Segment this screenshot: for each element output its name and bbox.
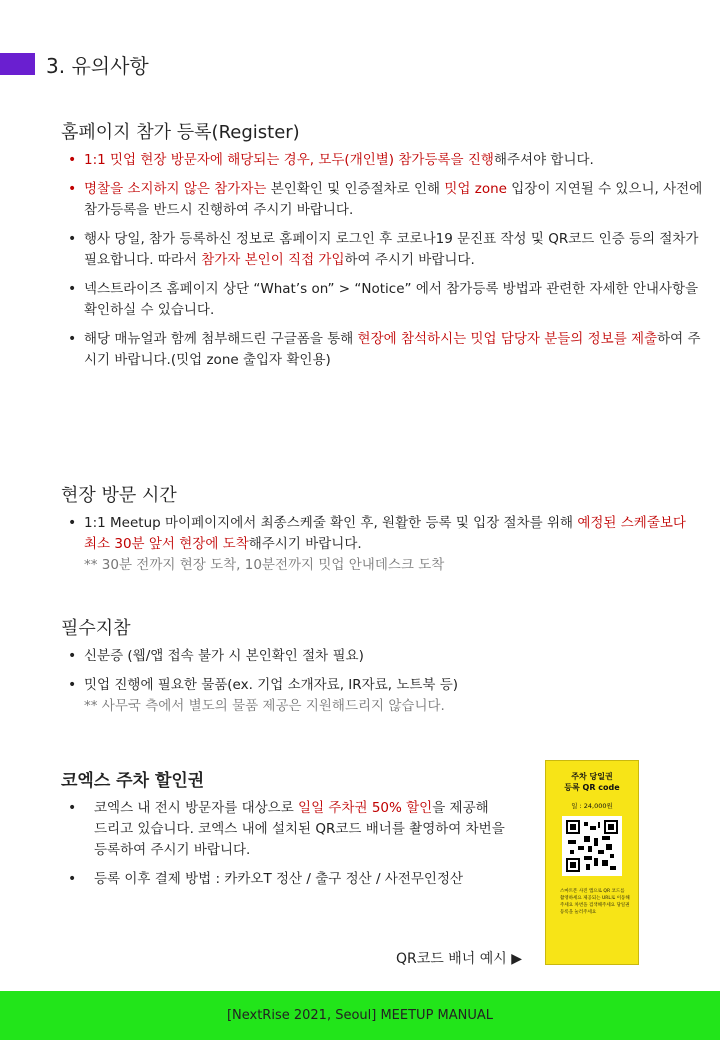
footer-text: [NextRise 2021, Seoul] MEETUP MANUAL xyxy=(226,1008,494,1023)
visit-note: ** 30분 전까지 현장 도착, 10분전까지 밋업 안내데스크 도착 xyxy=(84,557,445,573)
page-title: 3. 유의사항 xyxy=(46,54,149,78)
list-item: • 넥스트라이즈 홈페이지 상단 “What’s on” > “Notice” 에서 참가등록 방법과 관련한 자세한 안내사항을 확인하실 수 있습니다. xyxy=(62,279,708,321)
qr-banner-image xyxy=(545,760,639,965)
list-item: • 명찰을 소지하지 않은 참가자는 본인확인 및 인증절차로 인해 밋업 zone 입장이 지연될 수 있으니, 사전에 참가등록을 반드시 진행하여 주시기 바랍니다. xyxy=(62,179,708,221)
required-section-title: 필수지참 xyxy=(61,618,131,639)
list-item: • 1:1 밋업 현장 방문자에 해당되는 경우, 모두(개인별) 참가등록을 진행해주셔야 합니다. xyxy=(62,150,708,171)
qr-banner-caption: QR코드 배너 예시 ▶ xyxy=(396,951,523,967)
list-item: • 해당 매뉴얼과 함께 첨부해드린 구글폼을 통해 현장에 참석하시는 밋업 담당자 분들의 정보를 제출하여 주시기 바랍니다.(밋업 zone 출입자 확인용) xyxy=(62,329,708,371)
visit-list xyxy=(62,513,702,584)
required-note: ** 사무국 측에서 별도의 물품 제공은 지원해드리지 않습니다. xyxy=(84,698,445,714)
visit-section-title: 현장 방문 시간 xyxy=(61,485,177,506)
qr-code-icon xyxy=(562,816,622,876)
qr-banner-price: 일 : 24,000원 xyxy=(571,802,613,810)
footer-banner xyxy=(0,991,720,1040)
list-item: • 등록 이후 결제 방법 : 카카오T 정산 / 출구 정산 / 사전무인정산 xyxy=(62,869,532,890)
list-item: • 신분증 (웹/앱 접속 불가 시 본인확인 절차 필요) xyxy=(62,646,702,667)
list-item: • 행사 당일, 참가 등록하신 정보로 홈페이지 로그인 후 코로나19 문진표 작성 및 QR코드 인증 등의 절차가 필요합니다. 따라서 참가자 본인이 직접 가입하여 주시기 바랍니다. xyxy=(62,229,708,271)
register-section-title: 홈페이지 참가 등록(Register) xyxy=(61,122,300,143)
list-item: • 코엑스 내 전시 방문자를 대상으로 일일 주차권 50% 할인을 제공해 드리고 있습니다. 코엑스 내에 설치된 QR코드 배너를 촬영하여 차번을 등록하여 주시기 바랍니다. xyxy=(62,798,532,861)
register-list xyxy=(62,150,708,379)
required-list xyxy=(62,646,702,725)
parking-section-title: 코엑스 주차 할인권 xyxy=(61,771,205,791)
section-marker-bar xyxy=(0,53,35,75)
parking-list xyxy=(62,798,532,898)
qr-banner-heading: 주차 당일권 등록 QR code xyxy=(564,772,620,792)
list-item: • 1:1 Meetup 마이페이지에서 최종스케줄 확인 후, 원활한 등록 및 입장 절차를 위해 예정된 스케줄보다 최소 30분 앞서 현장에 도착해주시기 바랍니다. ** 30분 전까지 현장 도착, 10분전까지 밋업 안내데스크 도착 xyxy=(62,513,702,576)
list-item: • 밋업 진행에 필요한 물품(ex. 기업 소개자료, IR자료, 노트북 등) ** 사무국 측에서 별도의 물품 제공은 지원해드리지 않습니다. xyxy=(62,675,702,717)
qr-banner-instructions: 스마트폰 사진 앱으로 QR 코드를 촬영하세요 제공되는 URL로 이동해주세요 차번을 검색해주세요 당일권 등록을 눌러주세요 xyxy=(560,889,630,915)
